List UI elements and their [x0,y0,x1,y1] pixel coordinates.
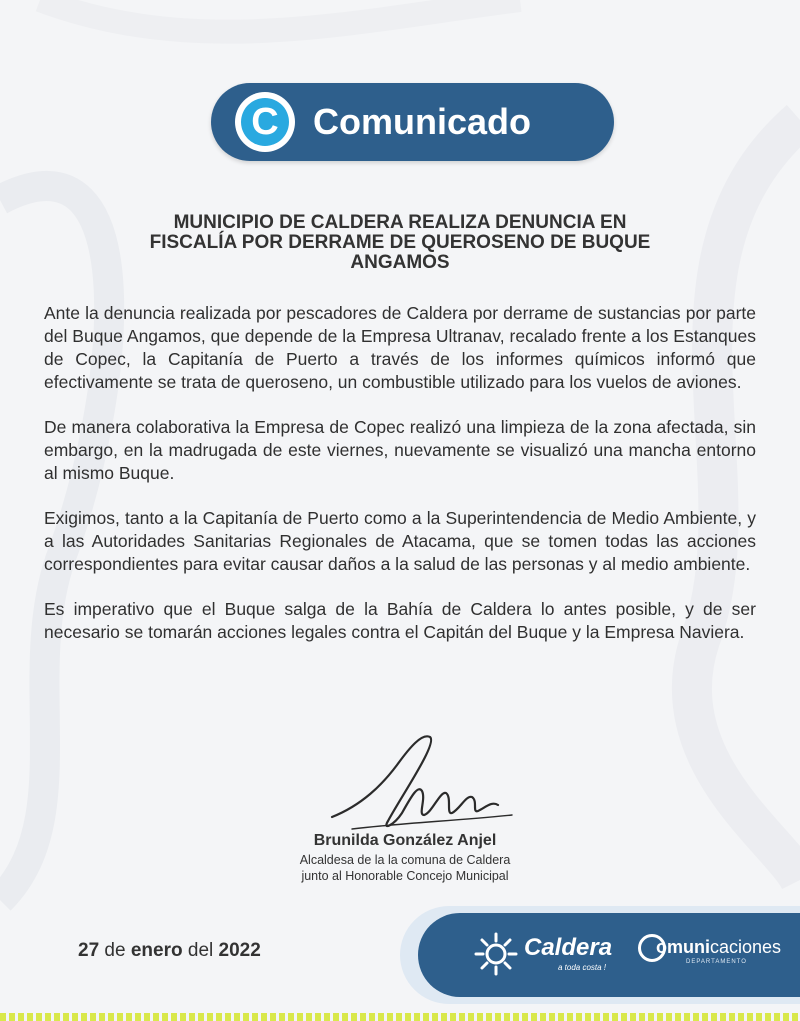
comunicaciones-rest: caciones [710,937,782,957]
date-del: del [187,940,214,961]
paragraph-3: Exigimos, tanto a la Capitanía de Puerto como a la Superintendencia de Medio Ambiente, y a las Autoridades Sanitarias Regionales de Atacama, que se tomen todas las acciones correspondientes para evitar causar daños a la salud de las personas y al medio ambiente. [44,508,756,574]
headline-line-1: MUNICIPIO DE CALDERA REALIZA DENUNCIA EN [173,212,627,233]
comunicaciones-subtitle: DEPARTAMENTO [686,959,747,965]
paragraph-2: De manera colaborativa la Empresa de Copec realizó una limpieza de la zona afectada, sin embargo, en la madrugada de este viernes, nuevamente se visualizó una mancha entorno al mismo Buque. [44,417,756,483]
bottom-decorative-strip [0,1013,800,1021]
date-month: enero [130,940,183,961]
signer-role-line-1: Alcaldesa de la la comuna de Caldera [299,853,511,867]
date-year: 2022 [218,940,261,961]
signer-name: Brunilda González Anjel [313,832,497,849]
caldera-logo [472,930,622,980]
statement-body [44,302,756,666]
paragraph-1: Ante la denuncia realizada por pescadores de Caldera por derrame de sustancias por parte del Buque Angamos, que depende de la Empresa Ultranav, recalado frente a los Estanques de Copec, la Capitanía de Puerto a través de los informes químicos informó que efectivamente se trata de queroseno, un combustible utilizado para los vuelos de aviones. [44,303,756,392]
caldera-sun-icon [472,930,520,978]
paragraph-4: Es imperativo que el Buque salga de la Bahía de Caldera lo antes posible, y de ser necesario se tomarán acciones legales contra el Capitán del Buque y la Empresa Naviera. [44,599,756,642]
headline-line-3: ANGAMOS [350,252,450,273]
comunicado-banner [211,83,614,161]
headline-line-2: FISCALÍA POR DERRAME DE QUEROSENO DE BUQUE [149,232,651,253]
headline [80,213,720,273]
comunicaciones-bold: omuni [656,937,710,957]
signer-role-line-2: junto al Honorable Concejo Municipal [301,869,509,883]
comunicaciones-logo [638,934,788,974]
date-de: de [104,940,126,961]
date-day: 27 [78,940,100,961]
comunicaciones-wordmark [656,937,781,958]
handwritten-signature [322,725,522,835]
c-logo-letter: C [241,98,289,146]
signer-role [260,852,550,884]
c-logo-icon [235,92,295,152]
caldera-tagline: a toda costa ! [558,963,607,972]
caldera-wordmark: Caldera [524,934,613,961]
banner-label: Comunicado [313,101,532,142]
statement-date [78,940,261,962]
